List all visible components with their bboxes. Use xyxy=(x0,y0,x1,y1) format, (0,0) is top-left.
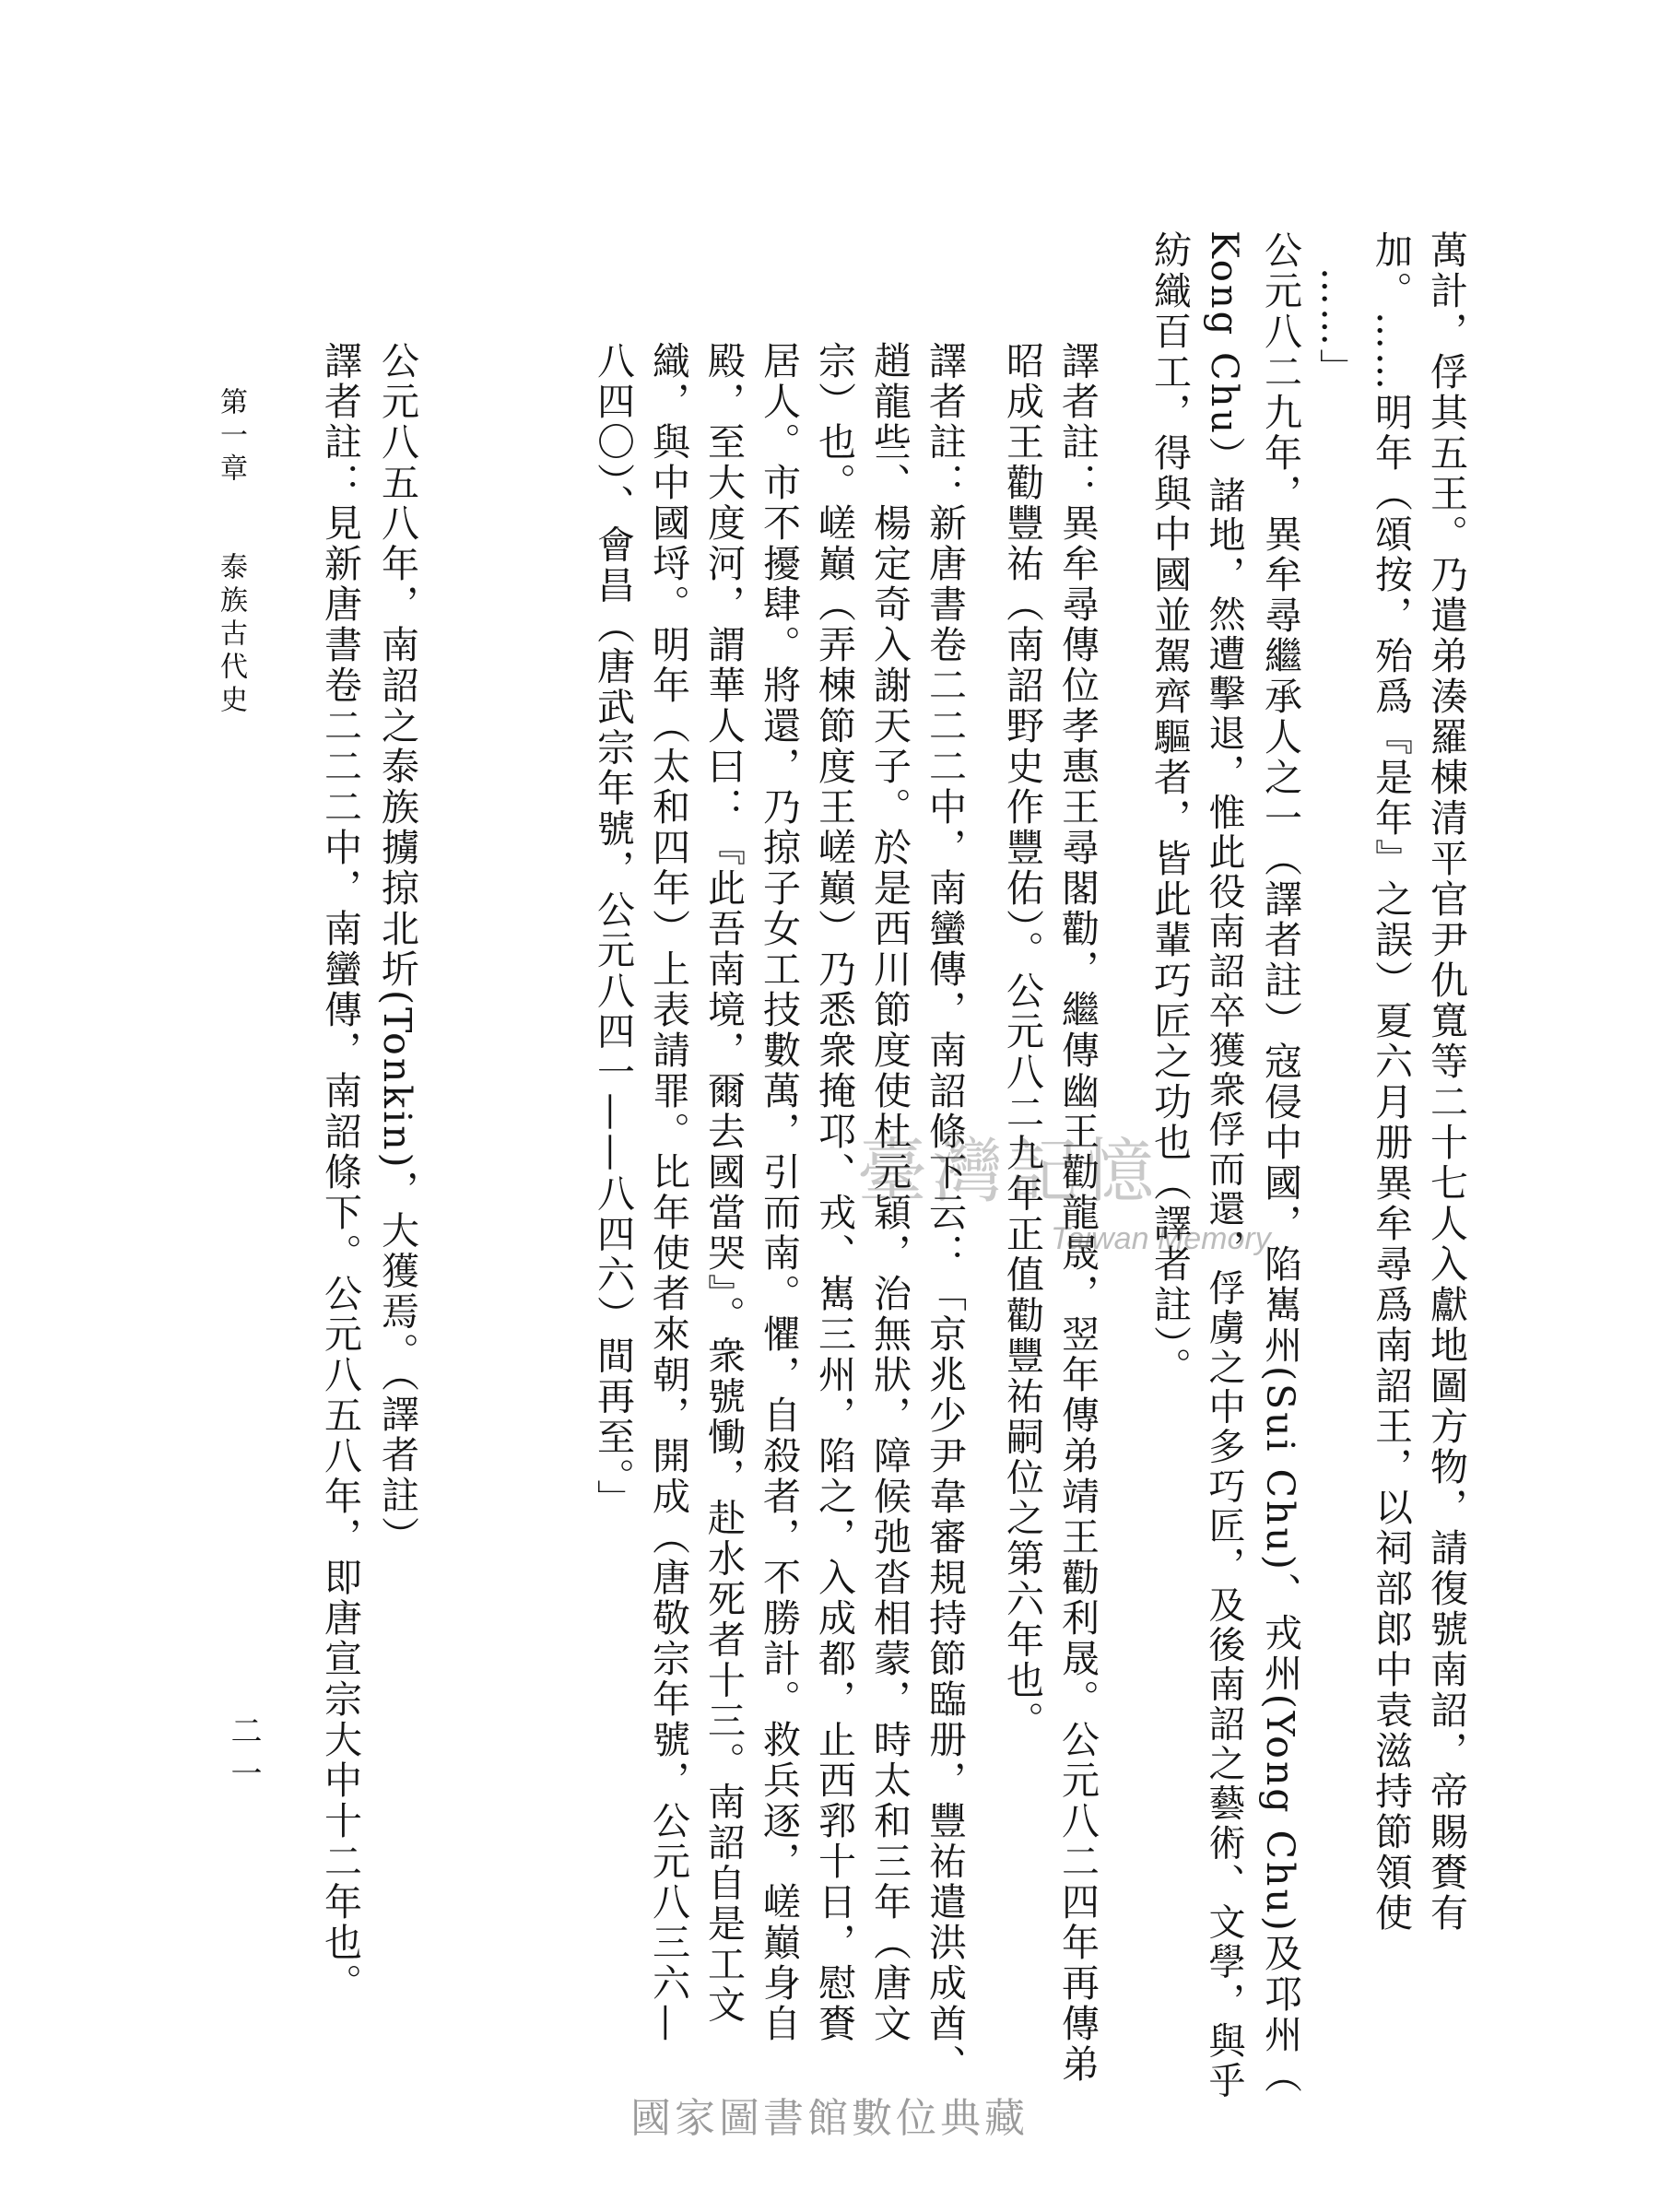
text-column-5: Kong Chu）諸地，然遭擊退，惟此役南詔卒獲衆俘而還，俘虜之中多巧匠，及後南詔之藝術、文學，與乎 xyxy=(1203,230,1245,2101)
text-column-9: 譯者註：新唐書卷二二二中，南蠻傳，南詔條下云：「京兆少尹韋審規持節臨册，豐祐遣洪成酋、 xyxy=(923,341,967,2085)
text-column-17: 譯者註：見新唐書卷二二二中，南蠻傳，南詔條下。公元八五八年，即唐宣宗大中十二年也。 xyxy=(318,341,362,2004)
watermark-logo: 臺灣記憶 xyxy=(857,1130,1159,1212)
text-column-6: 紡織百工，得與中國並駕齊驅者，皆此輩巧匠之功也（譯者註）。 xyxy=(1147,230,1192,1388)
text-column-15: 八四〇）、會昌（唐武宗年號，公元八四一——八四六）間再至。」 xyxy=(591,341,635,1520)
text-column-10: 趙龍些、楊定奇入謝天子。於是西川節度使杜元穎，治無狀，障候弛沓相蒙，時太和三年（唐文 xyxy=(867,341,912,2044)
text-column-8: 昭成王勸豐祐（南詔野史作豐佑）。公元八二九年正值勸豐祐嗣位之第六年也。 xyxy=(1000,341,1044,1742)
text-column-11: 宗）也。嵯巔（弄棟節度王嵯巔）乃悉衆掩邛、戎、嶲三州，陷之，入成都，止西郛十日，慰賚 xyxy=(812,341,856,2044)
watermark-subtext: Taiwan Memory xyxy=(1051,1221,1271,1256)
text-column-13: 殿，至大度河，謂華人曰：『此吾南境，爾去國當哭』。衆號慟，赴水死者十三。南詔自是工文 xyxy=(701,341,746,2026)
text-column-3: ……」 xyxy=(1313,267,1358,389)
running-footer xyxy=(215,387,247,719)
text-column-7: 譯者註：異牟尋傳位孝惠王尋閣勸，繼傳幽王勸龍晟，翌年傳弟靖王勸利晟。公元八二四年再傳弟 xyxy=(1055,341,1100,2085)
chapter-label: 第一章 xyxy=(215,387,247,487)
text-column-1: 萬計，俘其五王。乃遣弟湊羅棟清平官尹仇寬等二十七人入獻地圖方物，請復號南詔，帝賜賚有 xyxy=(1424,230,1468,1934)
text-column-12: 居人。市不擾肆。將還，乃掠子女工技數萬，引而南。懼，自殺者，不勝計。救兵逐，嵯巔身自 xyxy=(757,341,801,2044)
text-column-14: 織，與中國埒。明年（太和四年）上表請罪。比年使者來朝，開成（唐敬宗年號，公元八三六— xyxy=(646,341,690,2044)
text-column-4: 公元八二九年，異牟尋繼承人之一（譯者註）寇侵中國，陷嶲州(Sui Chu)、戎州(Yong Chu)及邛州（ xyxy=(1258,230,1302,2096)
text-column-16: 公元八五八年，南詔之泰族擄掠北圻(Tonkin)，大獲焉。（譯者註） xyxy=(375,341,419,1558)
text-column-2: 加。……明年（頌按，殆爲『是年』之誤）夏六月册異牟尋爲南詔王，以祠部郎中袁滋持節領使 xyxy=(1369,230,1413,1934)
book-title: 泰族古代史 xyxy=(215,552,247,719)
collection-footer: 國家圖書館數位典藏 xyxy=(630,2095,1029,2142)
page-number: 二一 xyxy=(225,1714,262,1799)
